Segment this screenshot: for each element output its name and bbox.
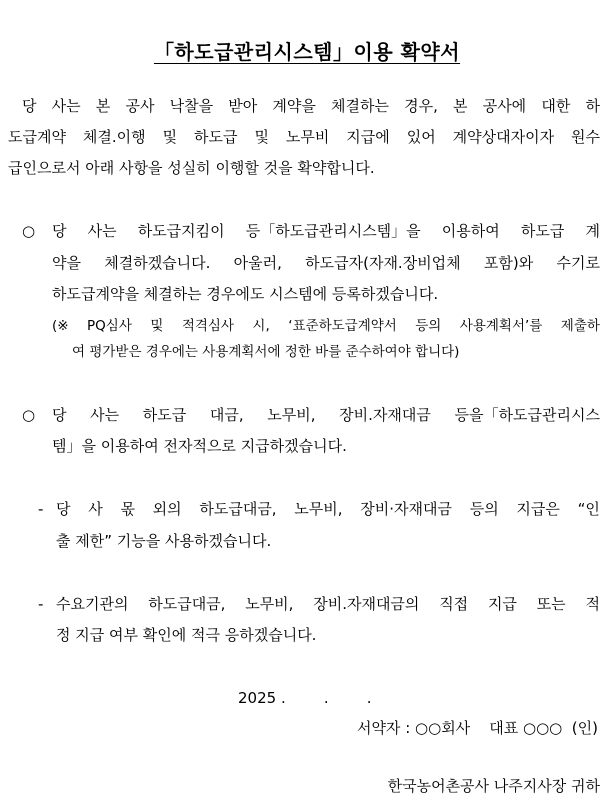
word: 원수 bbox=[571, 128, 600, 146]
word: 체결.이행 bbox=[82, 128, 146, 146]
word: 체결하겠습니다. bbox=[104, 254, 211, 272]
word: 지급 bbox=[487, 595, 517, 613]
word: 하 bbox=[585, 97, 600, 115]
word: 약을 bbox=[52, 254, 81, 272]
word: 수요기관의 bbox=[56, 595, 129, 613]
word: 아울러, bbox=[233, 254, 282, 272]
word: 등을「하도급관리시스 bbox=[454, 406, 600, 424]
word: 낙찰을 bbox=[169, 97, 214, 115]
word: ‘표준하도급계약서 bbox=[288, 318, 397, 334]
sub2-line-2: 정 지급 여부 확인에 적극 응하겠습니다. bbox=[56, 626, 317, 644]
word: 체결하는 bbox=[331, 97, 389, 115]
word: 하도급대금, bbox=[148, 595, 226, 613]
item1-line-1 bbox=[52, 221, 600, 241]
sub1-dash: - bbox=[38, 500, 44, 518]
word: 계약을 bbox=[272, 97, 316, 115]
word: 공사 bbox=[125, 97, 155, 115]
word: 사 bbox=[88, 500, 103, 518]
sub2-dash: - bbox=[38, 595, 44, 613]
word: 당 bbox=[56, 500, 71, 518]
word: 및 bbox=[162, 128, 178, 146]
word: 하도급지킴이 bbox=[137, 222, 225, 240]
word: 사는 bbox=[51, 97, 81, 115]
word: 지급은 bbox=[516, 500, 560, 518]
word: 노무비 bbox=[285, 128, 330, 146]
word: 적격심사 bbox=[181, 318, 234, 334]
word: 직접 bbox=[439, 595, 469, 613]
word: 본 bbox=[95, 97, 111, 115]
word: 지급에 bbox=[346, 128, 390, 146]
word: 장비·자재대금 bbox=[360, 500, 452, 518]
word: 몫 bbox=[120, 500, 135, 518]
signer-line: 서약자 : ○○회사 대표 ○○○ (인) bbox=[356, 719, 598, 737]
word: 장비.자재대금의 bbox=[313, 595, 420, 613]
word: 하도급 bbox=[142, 406, 187, 424]
word: 하도급 bbox=[520, 222, 565, 240]
word: 있어 bbox=[406, 128, 436, 146]
word: 대한 bbox=[541, 97, 571, 115]
word: 적 bbox=[585, 595, 600, 613]
word: 사는 bbox=[90, 406, 120, 424]
word: 또는 bbox=[536, 595, 566, 613]
item1-line-3: 하도급계약을 체결하는 경우에도 시스템에 등록하겠습니다. bbox=[52, 285, 439, 303]
word: PQ심사 bbox=[87, 318, 132, 334]
addressee-line: 한국농어촌공사 나주지사장 귀하 bbox=[387, 777, 600, 795]
word: 등의 bbox=[469, 500, 499, 518]
word: 사는 bbox=[87, 222, 117, 240]
word: 경우, bbox=[404, 97, 438, 115]
word: 시, bbox=[252, 318, 270, 334]
word: 하도급자(자재.장비업체 bbox=[305, 254, 461, 272]
word: 등「하도급관리시스템」을 bbox=[245, 222, 421, 240]
word: 본 bbox=[453, 97, 468, 115]
word: 하도급 bbox=[194, 128, 238, 146]
intro-line-3: 급인으로서 아래 사항을 성실히 이행할 것을 확약합니다. bbox=[8, 159, 375, 177]
word: 계 bbox=[585, 222, 600, 240]
word: 당 bbox=[52, 406, 67, 424]
sub1-line-1 bbox=[56, 499, 600, 519]
word: (※ bbox=[52, 318, 69, 334]
word: 노무비, bbox=[245, 595, 294, 613]
word: 도급계약 bbox=[8, 128, 66, 146]
signing-date: 2025 . . . bbox=[238, 689, 372, 707]
word: 외의 bbox=[152, 500, 182, 518]
item1-bullet: ○ bbox=[22, 222, 36, 240]
word: 받아 bbox=[228, 97, 258, 115]
sub1-line-2: 출 제한” 기능을 사용하겠습니다. bbox=[56, 532, 272, 550]
word: 공사에 bbox=[482, 97, 527, 115]
word: 포함)와 bbox=[483, 254, 534, 272]
intro-line-1 bbox=[22, 96, 600, 116]
item2-line-2: 템」을 이용하여 전자적으로 지급하겠습니다. bbox=[52, 437, 347, 455]
word: 계약상대자이자 bbox=[452, 128, 555, 146]
word: 사용계획서’를 bbox=[459, 318, 543, 334]
word: 대금, bbox=[209, 406, 244, 424]
word: 등의 bbox=[415, 318, 442, 334]
word: 및 bbox=[150, 318, 164, 334]
word: 및 bbox=[254, 128, 269, 146]
sub2-line-1 bbox=[56, 594, 600, 614]
word: 하도급대금, bbox=[199, 500, 277, 518]
item2-bullet: ○ bbox=[22, 406, 36, 424]
word: 수기로 bbox=[556, 254, 600, 272]
word: 제출하 bbox=[560, 318, 600, 334]
document-title bbox=[0, 36, 614, 65]
word: 노무비, bbox=[294, 500, 343, 518]
word: 이용하여 bbox=[441, 222, 500, 240]
intro-line-2 bbox=[8, 127, 600, 147]
word: 당 bbox=[52, 222, 67, 240]
item1-note-line-2: 여 평가받은 경우에는 사용계획서에 정한 바를 준수하여야 합니다) bbox=[72, 344, 460, 360]
word: 장비.자재대금 bbox=[339, 406, 431, 424]
word: 노무비, bbox=[267, 406, 316, 424]
word: “인 bbox=[577, 500, 600, 518]
item1-note-line-1 bbox=[52, 316, 600, 336]
item1-line-2 bbox=[52, 253, 600, 273]
document-title-text: 「하도급관리시스템」이용 확약서 bbox=[153, 40, 461, 64]
word: 당 bbox=[22, 97, 37, 115]
item2-line-1 bbox=[52, 405, 600, 425]
